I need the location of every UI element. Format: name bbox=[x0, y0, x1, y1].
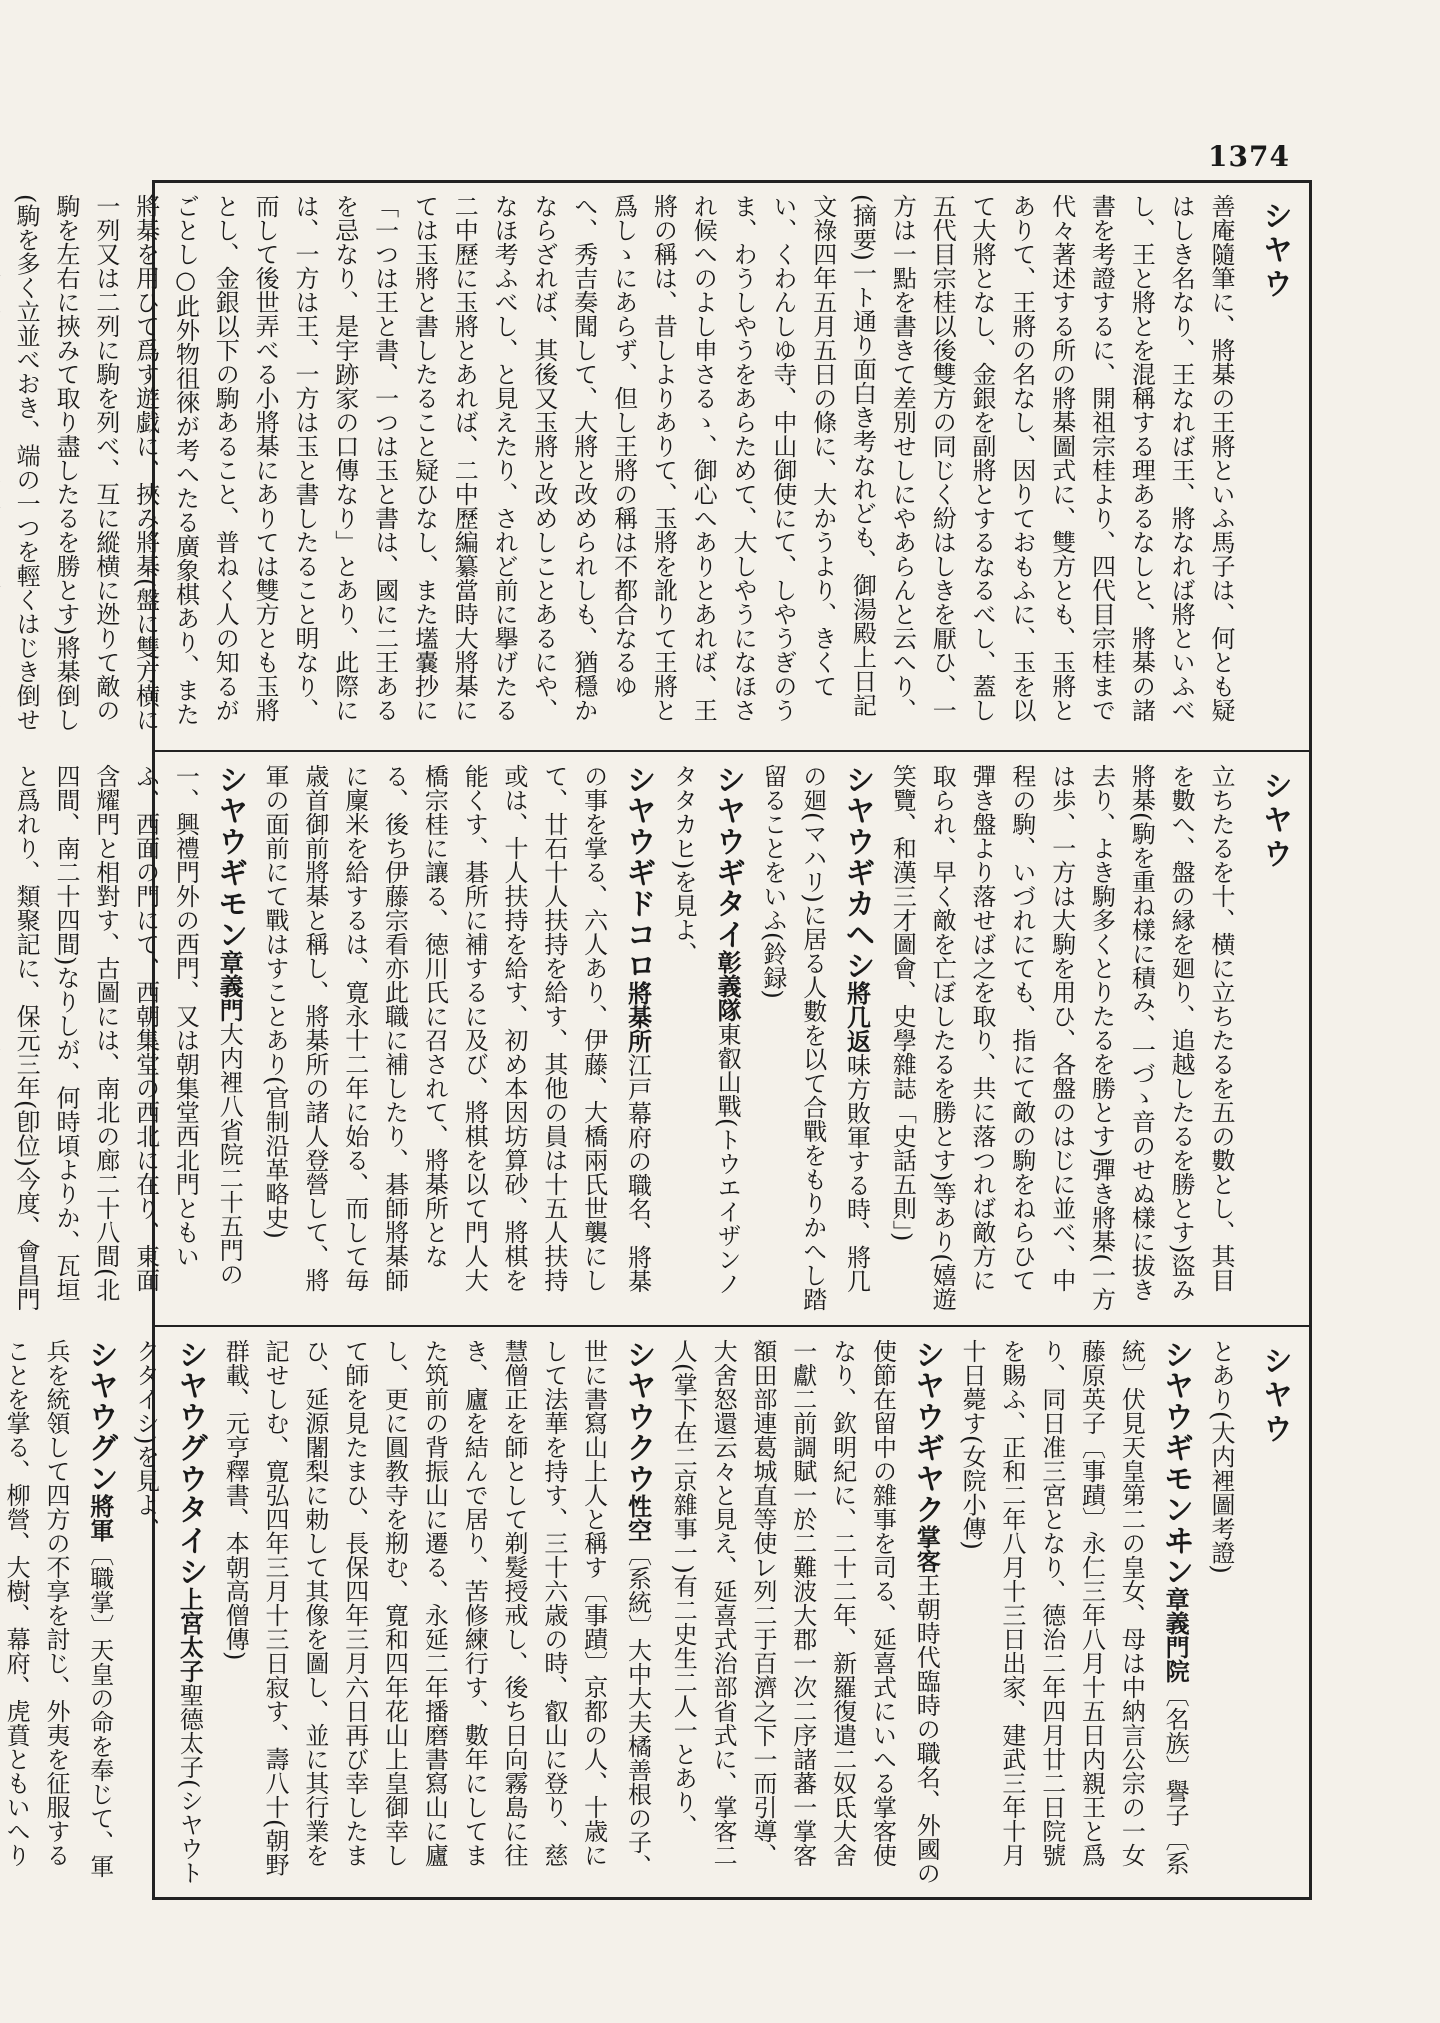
text-column bbox=[12, 764, 1240, 1315]
entry-kanji: 彰義隊 bbox=[713, 950, 743, 1022]
entry-text: 〔系統〕大中大夫橘善根の子、世に書寫山上人と稱す〔事蹟〕京都の人、十歳にして法華を持す、三十六歳の時、叡山に登り、慈慧僧正を師として剃髮授戒し、後ち日向霧島に往き、廬を結んで居り、苦修練行す、數年にしてまた筑前の背振山に遷る、永延二年播磨書寫山に廬し、更に圓教寺を剏む、寛和四年花山上皇御幸して師を見たまひ、長保四年三月六日再び幸したまひ、延源闍梨に勅して其像を圖し、並に其行業を記せしむ、寛弘四年三月十三日寂す、壽八十(朝野群載、元亨釋書、本朝高僧傳) bbox=[221, 1339, 652, 1878]
band-top bbox=[12, 180, 1312, 750]
entry bbox=[125, 1339, 215, 1890]
entry-headword: シヤウギモン bbox=[212, 764, 248, 950]
entry bbox=[662, 764, 752, 1315]
entry-headword: シヤウグン bbox=[82, 1339, 118, 1494]
entry-text: 善庵隨筆に、將棊の王將といふ馬子は、何とも疑はしき名なり、王なれば王、將なれば將といふべし、王と將とを混稱する理あるなしと、將棊の諸書を考證するに、開祖宗桂より、四代目宗桂まで代々著述する所の將棊圖式に、雙方とも、玉將とありて、王將の名なし、因りておもふに、玉を以て大將となし、金銀を副將とするなるべし、蓋し五代目宗桂以後雙方の同じく紛はしきを厭ひ、一方は一點を書きて差別せしにやあらんと云へり、(摘要)一ト通り面白き考なれども、御湯殿上日記文祿四年五月五日の條に、大かうより、きくてい、くわんしゆ寺、中山御使にて、しやうぎのうま、わうしやうをあらためて、大しやうになほされ候へのよし申さるゝ、御心へありとあれば、王將の稱は、昔しよりありて、玉將を訛りて王將と爲しゝにあらず、但し王將の稱は不都合なるゆへ、秀吉奏聞して、大將と改められしも、猶穩かならざれば、其後又玉將と改めしことあるにや、なほ考ふべし、と見えたり、されど前に擧げたる二中歷に玉將とあれば、二中歷編纂當時大將棊にては玉將と書したること疑ひなし、また壒嚢抄に「一つは王と書、一つは玉と書は、國に二王あるを忌なり、是宇跡家の口傳なり」とあり、此際には、一方は王、一方は玉と書したること明なり、而して後世弄べる小將棊にありては雙方とも玉將とし、金銀以下の駒あること、普ねく人の知るがごとし○此外物徂徠が考へたる廣象棋あり、また將棊を用ひて爲す遊戯に、挾み將棊(盤に雙方横に一列又は二列に駒を列べ、互に縱横に迯りて敵の駒を左右に挾みて取り盡したるを勝とす)將棊倒し(駒を多く立並べおき、端の一つを輕くはじき倒せ bbox=[12, 194, 1235, 732]
entry-headword: シヤウギタイ bbox=[710, 764, 746, 950]
entry-headword: シヤウグウタイシ bbox=[172, 1339, 208, 1587]
entry bbox=[214, 1339, 662, 1890]
entry-text: 立ちたるを十、横に立ちたるを五の數とし、其目を數へ、盤の縁を廻り、追越したるを勝とす)盜み將棊(駒を重ね樣に積み、一づゝ音のせぬ樣に拔き去り、よき駒多くとりたるを勝とす)彈き將棊(一方は歩、一方は大駒を用ひ、各盤のはじに並べ、中程の駒、いづれにても、指にて敵の駒をねらひて彈き盤より落せば之を取り、共に落つれば敵方に取られ、早く敵を亡ぼしたるを勝とす)等あり(嬉遊笑覽、和漢三才圖會、史學雜誌「史話五則」) bbox=[888, 764, 1235, 1311]
entry-headword: シヤウギカヘシ bbox=[839, 764, 875, 981]
entry-headword: シヤウギドコロ bbox=[620, 764, 656, 981]
band-bottom bbox=[2, 1325, 1312, 1900]
band-middle bbox=[12, 750, 1312, 1325]
entry-kanji: 將軍 bbox=[85, 1494, 115, 1542]
entry-continuation bbox=[882, 764, 1240, 1315]
entry-text: 〔職掌〕天皇の命を奉じて、軍兵を統領して四方の不享を討じ、外夷を征服することを掌る、柳營、大樹、幕府、虎賁ともいへり bbox=[2, 1339, 114, 1878]
entry-text: 味方敗軍する時、將几の廻(マハリ)に居る人數を以て合戰をもりかへし踏留ることをいふ(鈴録) bbox=[758, 764, 871, 1311]
entry-continuation bbox=[0, 194, 1240, 740]
entry-text: 東叡山戰(トウエイザンノタタカヒ)を見よ、 bbox=[669, 764, 742, 1296]
entry-text: 王朝時代臨時の職名、外國の使節在留中の雜事を司る、延喜式にいへる掌客使なり、欽明紀に、二十二年、新羅復遣二奴氐大舍一獻二前調賦一於二難波大郡一次二序諸蕃一掌客額田部連葛城直等使レ列二于百濟之下一而引導、大舍怒還云々と見え、延喜式治部省式に、掌客二人(掌下在二京雜事一)有二史生二人一とあり、 bbox=[669, 1339, 941, 1885]
entry-kanji: 章義門院 bbox=[1161, 1587, 1191, 1683]
entry-headword: シヤウギモンヰン bbox=[1158, 1339, 1194, 1587]
running-header: シヤウ bbox=[1257, 1345, 1292, 1447]
text-column bbox=[2, 1339, 1240, 1890]
running-header: シヤウ bbox=[1257, 770, 1292, 872]
entry-text: とあり(大内裡圖考證) bbox=[1207, 1339, 1235, 1574]
entry bbox=[662, 1339, 951, 1890]
entry-kanji: 將几返 bbox=[842, 981, 872, 1053]
entry-kanji: 掌客 bbox=[912, 1525, 942, 1573]
entry-continuation bbox=[1200, 1339, 1240, 1890]
text-column bbox=[12, 194, 1240, 740]
entry-text: 聖德太子(シヤウトクタイシ)を見よ、 bbox=[131, 1339, 204, 1885]
entry-kanji: 上宮太子 bbox=[175, 1587, 205, 1683]
entry bbox=[0, 1339, 125, 1890]
entry-text: 〔名族〕譽子〔系統〕伏見天皇第二の皇女、母は中納言公宗の一女藤原英子〔事蹟〕永仁三年八月十五日内親王と爲り、同日准三宮となり、德治二年四月廿二日院號を賜ふ、正和二年八月十三日出家、建武三年十月十日薨す(女院小傳) bbox=[958, 1339, 1190, 1875]
entry-text: 大内裡八省院二十五門の一、興禮門外の西門、又は朝集堂西北門ともいふ、西面の門にて、西朝集堂の西北に在り、東面含耀門と相對す、古圖には、南北の廊二十八間(北四間、南二十四間)なりしが、何時頃よりか、瓦垣と爲れり、類聚記に、保元三年(卽位)今度、會昌門 bbox=[12, 764, 244, 1311]
entry-headword: シヤウクウ bbox=[620, 1339, 656, 1494]
entry-kanji: 性空 bbox=[623, 1494, 653, 1542]
entry-kanji: 章義門 bbox=[215, 950, 245, 1022]
entry-headword: シヤウギヤク bbox=[909, 1339, 945, 1525]
page-number: 1374 bbox=[1208, 140, 1290, 173]
entry bbox=[0, 764, 254, 1315]
entry-kanji: 將棊所 bbox=[623, 981, 653, 1053]
entry bbox=[752, 764, 881, 1315]
entry bbox=[951, 1339, 1200, 1890]
entry-text: 江戸幕府の職名、將棊の事を掌る、六人あり、伊藤、大橋兩氏世襲にして、廿石十人扶持を給す、其他の員は十五人扶持或は、十人扶持を給す、初め本因坊算砂、將棋を能くす、碁所に補するに及び、將棋を以て門人大橋宗桂に讓る、徳川氏に召されて、將棊所となる、後ち伊藤宗看亦此職に補したり、碁師將棊師に廩米を給するは、寛永十二年に始る、而して毎歳首御前將棊と稱し、將棊所の諸人登營して、將軍の面前にて戰はすことあり(官制沿革略史) bbox=[261, 764, 652, 1293]
running-header: シヤウ bbox=[1257, 200, 1292, 302]
entry bbox=[254, 764, 662, 1315]
